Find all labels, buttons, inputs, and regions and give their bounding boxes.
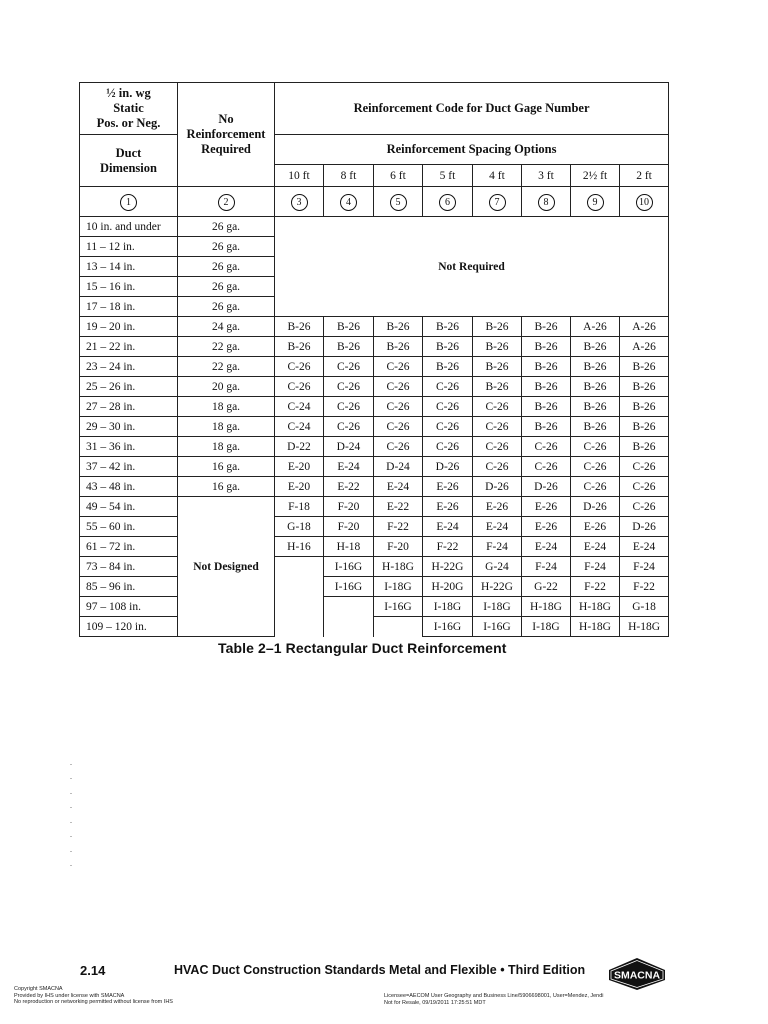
code-cell: A-26 (620, 337, 669, 357)
empty-cell (324, 617, 374, 637)
code-cell: I-16G (423, 617, 473, 637)
table-row (80, 437, 669, 457)
code-cell: E-24 (620, 537, 669, 557)
code-cell: I-18G (522, 617, 571, 637)
code-cell: C-26 (571, 437, 620, 457)
code-cell: H-22G (473, 577, 522, 597)
code-cell: I-18G (374, 577, 423, 597)
code-cell: E-22 (374, 497, 423, 517)
duct-line-1: Duct (115, 145, 142, 160)
code-cell: E-20 (275, 477, 324, 497)
not-designed-cell (178, 497, 275, 637)
code-cell: C-26 (473, 397, 522, 417)
table-row (80, 617, 669, 637)
code-cell: B-26 (522, 317, 571, 337)
duct-dimension-cell: 11 – 12 in. (80, 237, 178, 257)
code-cell: C-26 (620, 497, 669, 517)
code-cell: F-18 (275, 497, 324, 517)
spacing-cell: 8 ft (324, 165, 374, 187)
code-cell: B-26 (374, 337, 423, 357)
column-number: 5 (390, 194, 407, 211)
code-cell: E-26 (522, 517, 571, 537)
code-cell: H-18G (571, 597, 620, 617)
code-cell: D-26 (620, 517, 669, 537)
no-reinforcement-cell: 16 ga. (178, 457, 275, 477)
duct-dimension-cell: 13 – 14 in. (80, 257, 178, 277)
column-number-cell (423, 187, 473, 217)
code-cell: C-26 (473, 437, 522, 457)
code-cell: B-26 (571, 417, 620, 437)
code-cell: C-26 (620, 457, 669, 477)
table-row (80, 497, 669, 517)
duct-dimension-cell: 85 – 96 in. (80, 577, 178, 597)
code-cell: B-26 (324, 317, 374, 337)
code-cell: C-26 (473, 417, 522, 437)
noreinf-line-1: No (218, 112, 234, 126)
code-cell: G-18 (275, 517, 324, 537)
code-cell: C-26 (374, 437, 423, 457)
duct-dimension-cell: 73 – 84 in. (80, 557, 178, 577)
copyright-line: Provided by IHS under license with SMACNA (14, 992, 125, 999)
no-reinforcement-cell: 26 ga. (178, 237, 275, 257)
not-required-label: Not Required (438, 260, 505, 273)
no-reinforcement-cell: 18 ga. (178, 397, 275, 417)
code-cell: C-26 (324, 357, 374, 377)
column-number: 3 (291, 194, 308, 211)
duct-line-2: Dimension (100, 160, 157, 175)
code-cell: I-18G (473, 597, 522, 617)
license-line: Not for Resale, 09/19/2011 17:25:51 MDT (384, 999, 486, 1006)
code-cell: B-26 (522, 417, 571, 437)
spacing-cell: 3 ft (522, 165, 571, 187)
code-cell: I-16G (324, 557, 374, 577)
code-cell: F-22 (571, 577, 620, 597)
table-row (80, 557, 669, 577)
table-row (80, 317, 669, 337)
code-cell: B-26 (275, 317, 324, 337)
empty-cell (374, 617, 423, 637)
code-cell: E-24 (571, 537, 620, 557)
code-cell: B-26 (571, 337, 620, 357)
spacing-cell: 10 ft (275, 165, 324, 187)
table-row (80, 397, 669, 417)
code-cell: B-26 (522, 357, 571, 377)
spacing-cell: 4 ft (473, 165, 522, 187)
code-cell: H-18 (324, 537, 374, 557)
no-reinforcement-cell: 22 ga. (178, 337, 275, 357)
code-cell: C-26 (571, 477, 620, 497)
code-cell: G-18 (620, 597, 669, 617)
code-cell: I-18G (423, 597, 473, 617)
code-cell: E-24 (423, 517, 473, 537)
no-reinforcement-cell: 22 ga. (178, 357, 275, 377)
column-number-cell (275, 187, 324, 217)
code-cell: B-26 (522, 397, 571, 417)
code-cell: B-26 (324, 337, 374, 357)
code-cell: F-24 (571, 557, 620, 577)
code-cell: B-26 (275, 337, 324, 357)
empty-cell (324, 597, 374, 617)
column-number: 10 (636, 194, 653, 211)
table-row (80, 217, 669, 237)
code-cell: C-24 (275, 397, 324, 417)
code-cell: E-24 (324, 457, 374, 477)
code-cell: B-26 (620, 417, 669, 437)
license-line: Licensee=AECOM User Geography and Business Line/5906698001, User=Mendez, Jendi (384, 993, 604, 999)
column-number-cell (522, 187, 571, 217)
code-cell: B-26 (374, 317, 423, 337)
column-number-cell (178, 187, 275, 217)
page-number: 2.14 (80, 963, 106, 978)
spacing-cell: 6 ft (374, 165, 423, 187)
code-cell: C-26 (374, 357, 423, 377)
code-cell: C-26 (374, 397, 423, 417)
code-cell: B-26 (473, 377, 522, 397)
code-cell: B-26 (620, 377, 669, 397)
code-cell: B-26 (571, 397, 620, 417)
not-required-cell (275, 217, 669, 317)
code-cell: G-24 (473, 557, 522, 577)
code-cell: H-16 (275, 537, 324, 557)
spacing-options-header: Reinforcement Spacing Options (275, 135, 669, 165)
code-cell: I-16G (374, 597, 423, 617)
code-cell: B-26 (620, 357, 669, 377)
code-cell: B-26 (473, 317, 522, 337)
code-cell: F-24 (522, 557, 571, 577)
column-number: 4 (340, 194, 357, 211)
code-cell: D-22 (275, 437, 324, 457)
no-reinforcement-header (178, 83, 275, 187)
code-cell: E-26 (571, 517, 620, 537)
table-row (80, 417, 669, 437)
code-cell: C-26 (423, 437, 473, 457)
no-reinforcement-cell: 20 ga. (178, 377, 275, 397)
code-cell: C-26 (324, 377, 374, 397)
no-reinforcement-cell: 26 ga. (178, 257, 275, 277)
code-cell: C-26 (324, 417, 374, 437)
duct-dimension-cell: 15 – 16 in. (80, 277, 178, 297)
table-row (80, 597, 669, 617)
code-cell: I-16G (324, 577, 374, 597)
code-cell: F-20 (324, 517, 374, 537)
table-row (80, 477, 669, 497)
code-cell: H-18G (522, 597, 571, 617)
duct-dimension-cell: 17 – 18 in. (80, 297, 178, 317)
code-cell: B-26 (620, 437, 669, 457)
copyright-line: Copyright SMACNA (14, 986, 63, 992)
pressure-header (80, 83, 178, 135)
no-reinforcement-cell: 26 ga. (178, 297, 275, 317)
column-number-cell (571, 187, 620, 217)
code-cell: B-26 (522, 377, 571, 397)
code-cell: C-26 (374, 417, 423, 437)
code-cell: C-26 (423, 417, 473, 437)
column-number-cell (374, 187, 423, 217)
code-cell: B-26 (620, 397, 669, 417)
code-cell: B-26 (473, 357, 522, 377)
empty-cell (275, 577, 324, 597)
pressure-line-2: Static (113, 101, 144, 115)
code-cell: D-26 (522, 477, 571, 497)
duct-dimension-cell: 55 – 60 in. (80, 517, 178, 537)
duct-dimension-cell: 25 – 26 in. (80, 377, 178, 397)
duct-dimension-cell: 31 – 36 in. (80, 437, 178, 457)
column-number: 6 (439, 194, 456, 211)
code-cell: B-26 (571, 357, 620, 377)
code-cell: E-22 (324, 477, 374, 497)
code-cell: B-26 (423, 317, 473, 337)
code-cell: H-18G (571, 617, 620, 637)
code-cell: D-24 (324, 437, 374, 457)
code-cell: E-26 (423, 477, 473, 497)
duct-dimension-cell: 19 – 20 in. (80, 317, 178, 337)
noreinf-line-2: Reinforcement (186, 127, 266, 141)
code-cell: B-26 (423, 357, 473, 377)
noreinf-line-3: Required (201, 142, 251, 156)
table-row (80, 377, 669, 397)
code-cell: C-26 (275, 377, 324, 397)
column-number-cell (324, 187, 374, 217)
column-number: 7 (489, 194, 506, 211)
code-cell: C-26 (571, 457, 620, 477)
code-cell: F-20 (324, 497, 374, 517)
code-cell: C-24 (275, 417, 324, 437)
code-cell: D-26 (571, 497, 620, 517)
duct-dimension-cell: 61 – 72 in. (80, 537, 178, 557)
code-cell: E-26 (522, 497, 571, 517)
empty-cell (275, 617, 324, 637)
code-cell: F-20 (374, 537, 423, 557)
column-number-cell (473, 187, 522, 217)
code-cell: B-26 (423, 337, 473, 357)
column-number: 8 (538, 194, 555, 211)
code-cell: B-26 (473, 337, 522, 357)
license-notice (384, 993, 604, 1006)
duct-dimension-cell: 27 – 28 in. (80, 397, 178, 417)
spacing-cell: 2 ft (620, 165, 669, 187)
column-number-cell (80, 187, 178, 217)
code-cell: C-26 (522, 437, 571, 457)
spacing-cell: 2½ ft (571, 165, 620, 187)
duct-dimension-cell: 43 – 48 in. (80, 477, 178, 497)
no-reinforcement-cell: 26 ga. (178, 277, 275, 297)
code-cell: C-26 (275, 357, 324, 377)
code-cell: H-22G (423, 557, 473, 577)
table-caption: Table 2–1 Rectangular Duct Reinforcement (218, 640, 507, 656)
duct-dimension-header (80, 135, 178, 187)
not-designed-label: Not Designed (193, 560, 259, 573)
code-cell: E-24 (522, 537, 571, 557)
duct-dimension-cell: 21 – 22 in. (80, 337, 178, 357)
table-row (80, 517, 669, 537)
no-reinforcement-cell: 16 ga. (178, 477, 275, 497)
code-cell: C-26 (473, 457, 522, 477)
spacing-cell: 5 ft (423, 165, 473, 187)
code-cell: D-26 (423, 457, 473, 477)
column-number: 2 (218, 194, 235, 211)
code-cell: F-24 (473, 537, 522, 557)
column-number: 9 (587, 194, 604, 211)
duct-dimension-cell: 97 – 108 in. (80, 597, 178, 617)
code-cell: I-16G (473, 617, 522, 637)
code-cell: F-22 (620, 577, 669, 597)
scan-marks (68, 760, 74, 880)
empty-cell (275, 557, 324, 577)
code-cell: C-26 (374, 377, 423, 397)
code-cell: E-24 (473, 517, 522, 537)
pressure-line-3: Pos. or Neg. (96, 116, 161, 130)
table-row (80, 537, 669, 557)
smacna-logo (605, 956, 669, 992)
reinforcement-code-header: Reinforcement Code for Duct Gage Number (275, 83, 669, 135)
duct-dimension-cell: 10 in. and under (80, 217, 178, 237)
code-cell: G-22 (522, 577, 571, 597)
code-cell: C-26 (522, 457, 571, 477)
code-cell: E-24 (374, 477, 423, 497)
code-cell: H-20G (423, 577, 473, 597)
code-cell: D-24 (374, 457, 423, 477)
reinforcement-table (79, 82, 669, 637)
duct-dimension-cell: 109 – 120 in. (80, 617, 178, 637)
code-cell: B-26 (571, 377, 620, 397)
pressure-line-1: ½ in. wg (106, 86, 151, 100)
code-cell: C-26 (324, 397, 374, 417)
no-reinforcement-cell: 18 ga. (178, 437, 275, 457)
duct-dimension-cell: 23 – 24 in. (80, 357, 178, 377)
column-number: 1 (120, 194, 137, 211)
code-cell: A-26 (620, 317, 669, 337)
copyright-notice (14, 986, 173, 1006)
code-cell: C-26 (423, 397, 473, 417)
duct-dimension-cell: 49 – 54 in. (80, 497, 178, 517)
code-cell: F-22 (423, 537, 473, 557)
no-reinforcement-cell: 24 ga. (178, 317, 275, 337)
no-reinforcement-cell: 26 ga. (178, 217, 275, 237)
code-cell: E-20 (275, 457, 324, 477)
code-cell: A-26 (571, 317, 620, 337)
code-cell: F-24 (620, 557, 669, 577)
code-cell: H-18G (620, 617, 669, 637)
duct-dimension-cell: 37 – 42 in. (80, 457, 178, 477)
table-row (80, 457, 669, 477)
book-title: HVAC Duct Construction Standards Metal and Flexible • Third Edition (174, 963, 586, 977)
copyright-line: No reproduction or networking permitted without license from IHS (14, 999, 173, 1005)
empty-cell (275, 597, 324, 617)
code-cell: H-18G (374, 557, 423, 577)
column-number-row (80, 187, 669, 217)
column-number-cell (620, 187, 669, 217)
code-cell: B-26 (522, 337, 571, 357)
code-cell: E-26 (423, 497, 473, 517)
code-cell: D-26 (473, 477, 522, 497)
code-cell: C-26 (620, 477, 669, 497)
no-reinforcement-cell: 18 ga. (178, 417, 275, 437)
code-cell: C-26 (423, 377, 473, 397)
table-row (80, 357, 669, 377)
code-cell: F-22 (374, 517, 423, 537)
duct-dimension-cell: 29 – 30 in. (80, 417, 178, 437)
table-row (80, 337, 669, 357)
logo-text: SMACNA (613, 969, 661, 982)
table-row (80, 577, 669, 597)
code-cell: E-26 (473, 497, 522, 517)
